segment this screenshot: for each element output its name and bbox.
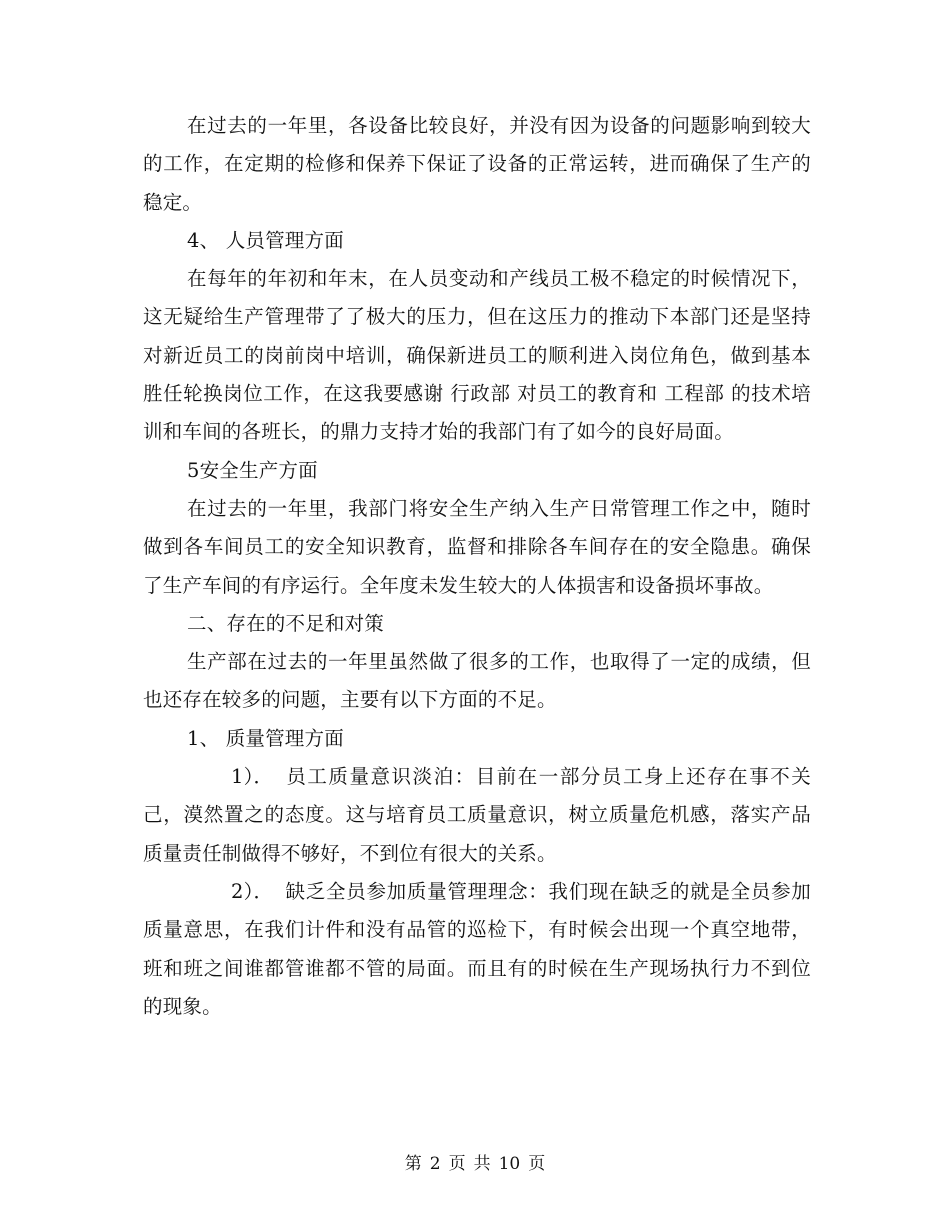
footer-page-word: 页 [448,1154,466,1174]
footer-total-word: 共 [473,1154,491,1174]
heading-shortcomings: 二、存在的不足和对策 [187,611,385,635]
paragraph-equipment: 在过去的一年里，各设备比较良好，并没有因为设备的问题影响到较大的工作，在定期的检修和保养下保证了设备的正常运转，进而确保了生产的稳定。 [143,114,811,214]
list-item-number: 1）． [231,765,274,789]
heading-safety-production: 5安全生产方面 [187,458,318,482]
list-item-text: 缺乏全员参加质量管理理念：我们现在缺乏的就是全员参加质量意思，在我们计件和没有品管的巡检下，有时候会出现一个真空地带，班和班之间谁都管谁都不管的局面。而且有的时候在生产现场执行力不到位的现象。 [143,879,811,1018]
footer-suffix: 页 [528,1154,546,1174]
document-body [143,107,811,1026]
list-item-quality-awareness [143,758,811,873]
footer-total-pages: 10 [498,1154,521,1174]
heading-quality-management: 1、 质量管理方面 [187,726,344,750]
list-item-number: 2）． [231,879,274,903]
paragraph-shortcomings-intro: 生产部在过去的一年里虽然做了很多的工作，也取得了一定的成绩，但也还存在较多的问题，主要有以下方面的不足。 [143,650,811,712]
list-item-quality-concept [143,873,811,1026]
page-footer [0,1152,950,1176]
footer-prefix: 第 [404,1154,422,1174]
list-item-text: 员工质量意识淡泊：目前在一部分员工身上还存在事不关己，漠然置之的态度。这与培育员工质量意识，树立质量危机感，落实产品质量责任制做得不够好，不到位有很大的关系。 [143,765,811,865]
paragraph-personnel: 在每年的年初和年末，在人员变动和产线员工极不稳定的时候情况下，这无疑给生产管理带了了极大的压力，但在这压力的推动下本部门还是坚持对新近员工的岗前岗中培训，确保新进员工的顺利进入岗位角色，做到基本胜任轮换岗位工作，在这我要感谢 行政部 对员工的教育和 工程部 的技术培训和车间的各班长，的鼎力支持才始的我部门有了如今的良好局面。 [143,267,811,444]
heading-personnel-management: 4、 人员管理方面 [187,228,344,252]
paragraph-safety: 在过去的一年里，我部门将安全生产纳入生产日常管理工作之中，随时做到各车间员工的安全知识教育，监督和排除各车间存在的安全隐患。确保了生产车间的有序运行。全年度未发生较大的人体损害和设备损坏事故。 [143,496,811,597]
footer-current-page: 2 [429,1154,441,1174]
